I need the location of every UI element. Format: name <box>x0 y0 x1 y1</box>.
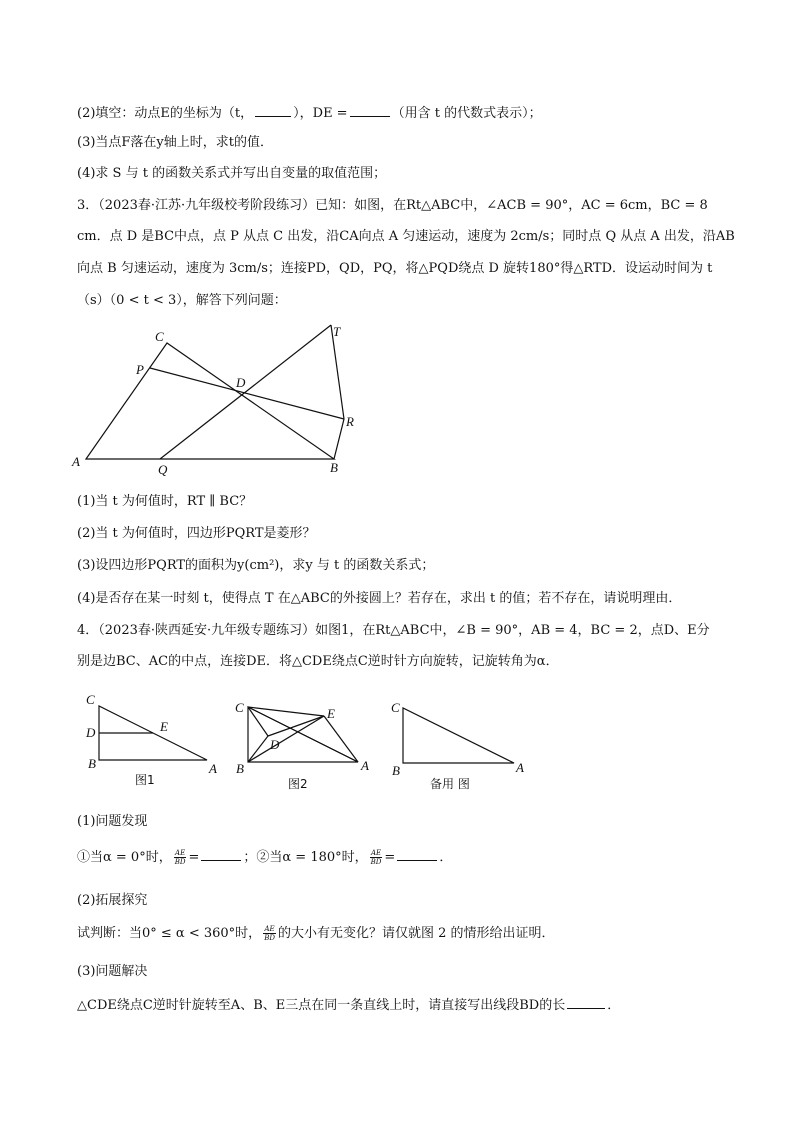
fraction-ae-bd: $\frac{AE}{BD}$ <box>264 925 275 942</box>
fig2-segment-ea <box>324 716 358 762</box>
fig2-label-a: A <box>361 758 369 773</box>
fig1-label-e: E <box>160 719 168 734</box>
q2-part4: (4)求 S 与 t 的函数关系式并写出自变量的取值范围； <box>77 166 387 181</box>
q4-section2-title: (2)拓展探究 <box>77 893 148 908</box>
fig2-segment-ce <box>248 707 324 716</box>
fraction-ae-bd: $\frac{AE}{BD}$ <box>370 849 382 866</box>
q4-section1-line: ①当α = 0°时， $\frac{AE}{BD}$ = ；②当α = 180°时， $\frac{AE}{BD}$ = ． <box>77 849 453 866</box>
fig1-label-b: B <box>88 756 96 771</box>
answer-blank <box>201 847 241 861</box>
q3-part4: (4)是否存在某一时刻 t，使得点 T 在△ABC的外接圆上？若存在，求出 t 的值；若不存在，请说明理由． <box>77 591 682 606</box>
label-c: C <box>155 329 164 344</box>
q4-section3-title: (3)问题解决 <box>77 964 148 979</box>
q4-section1-title: (1)问题发现 <box>77 814 148 829</box>
label-a: A <box>72 454 80 469</box>
q4-section3-line: △CDE绕点C逆时针旋转至A、B、E三点在同一条直线上时，请直接写出线段BD的长 ． <box>77 995 620 1015</box>
fig3-label-b: B <box>392 763 400 778</box>
q4-stem-line1: 4．（2023春·陕西延安·九年级专题练习）如图1，在Rt△ABC中，∠B = 90°，AB = 4，BC = 2，点D、E分 <box>77 623 710 638</box>
q2-part3: (3)当点F落在y轴上时，求t的值． <box>77 135 274 150</box>
fig2-label-b: B <box>236 761 244 776</box>
answer-blank <box>397 847 437 861</box>
q3-stem-line2: cm．点 D 是BC中点，点 P 从点 C 出发，沿CA向点 A 匀速运动，速度为 2cm/s；同时点 Q 从点 A 出发，沿AB <box>77 229 735 244</box>
q2-part2: (2)填空：动点E的坐标为（t， ），DE = （用含 t 的代数式表示）； <box>77 103 542 123</box>
fig1-label-a: A <box>209 761 217 776</box>
q3-stem-line3: 向点 B 匀速运动，速度为 3cm/s；连接PD，QD，PQ，将△PQD绕点 D 旋转180°得△RTD．设运动时间为 t <box>77 261 713 276</box>
q3-part2: (2)当 t 为何值时，四边形PQRT是菱形？ <box>77 526 316 541</box>
q4-stem-line2: 别是边BC、AC的中点，连接DE．将△CDE绕点C逆时针方向旋转，记旋转角为α． <box>77 654 559 669</box>
q4-section2-line: 试判断：当0° ≤ α < 360°时， $\frac{AE}{BD}$ 的大小有无变化？请仅就图 2 的情形给出证明． <box>77 925 555 942</box>
fig2-segment-bd <box>248 736 268 762</box>
answer-blank <box>567 995 605 1009</box>
fig2-segment-cda <box>248 707 358 762</box>
label-p: P <box>136 362 144 377</box>
fraction-ae-bd: $\frac{AE}{BD}$ <box>174 849 186 866</box>
fig1-label-c: C <box>86 692 95 707</box>
fig2-label-d: D <box>270 737 280 752</box>
fig2-label-c: C <box>235 700 244 715</box>
fig1-caption: 图1 <box>135 773 155 787</box>
fig3-label-c: C <box>391 700 400 715</box>
label-q: Q <box>158 462 168 477</box>
q3-stem-line4: （s）（0 < t < 3），解答下列问题： <box>77 293 287 308</box>
fig2-label-e: E <box>327 706 335 721</box>
label-r: R <box>346 414 354 429</box>
label-d: D <box>236 375 246 390</box>
fig3-label-a: A <box>516 760 524 775</box>
label-t: T <box>333 324 341 339</box>
fig2-caption: 图2 <box>288 777 308 791</box>
q3-part3: (3)设四边形PQRT的面积为y(cm²)，求y 与 t 的函数关系式； <box>77 558 435 573</box>
fig1-label-d: D <box>86 725 96 740</box>
fig3-caption: 备用 图 <box>430 777 470 791</box>
q3-stem-line1: 3．（2023春·江苏·九年级校考阶段练习）已知：如图，在Rt△ABC中，∠ACB = 90°，AC = 6cm，BC = 8 <box>77 198 708 213</box>
q3-part1: (1)当 t 为何值时，RT ∥ BC？ <box>77 494 253 509</box>
label-b: B <box>330 460 338 475</box>
fig3-triangle <box>403 708 514 763</box>
